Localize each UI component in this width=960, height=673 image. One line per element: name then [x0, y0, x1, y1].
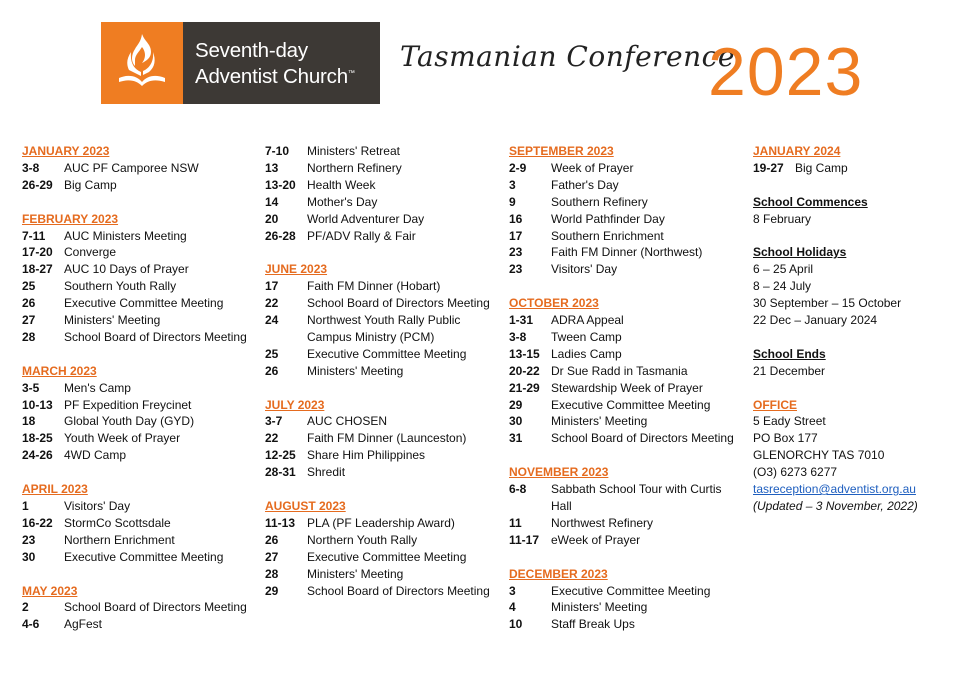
event-row: [22, 329, 252, 346]
event-date: 12-25: [265, 448, 296, 463]
info-line: 8 – 24 July: [753, 279, 812, 294]
event-name: Executive Committee Meeting: [551, 583, 711, 598]
event-date: 22: [265, 296, 279, 311]
event-row: [22, 278, 252, 295]
event-date: 18: [22, 414, 36, 429]
event-row: [265, 413, 505, 430]
event-date: 13-15: [509, 346, 540, 361]
event-date: 19-27: [753, 160, 784, 175]
event-date: 10-13: [22, 397, 53, 412]
event-name: Northwest Youth Rally Public Campus Ministry (PCM): [307, 313, 461, 344]
event-name: World Adventurer Day: [307, 211, 425, 226]
event-row: [265, 566, 505, 583]
section-may-2023: [22, 583, 252, 634]
event-date: 31: [509, 431, 523, 446]
event-row: [265, 177, 505, 194]
event-date: 30: [509, 414, 523, 429]
event-name: School Board of Directors Meeting: [64, 329, 247, 344]
month-title: OCTOBER 2023: [509, 296, 599, 311]
event-row: [22, 599, 252, 616]
event-name: AUC PF Camporee NSW: [64, 160, 199, 175]
event-date: 28: [22, 329, 36, 344]
event-date: 24-26: [22, 448, 53, 463]
event-date: 6-8: [509, 482, 527, 497]
info-line: 8 February: [753, 211, 812, 226]
event-date: 23: [22, 532, 36, 547]
event-name: Southern Refinery: [551, 194, 648, 209]
updated-note: (Updated – 3 November, 2022): [753, 498, 918, 513]
event-date: 26: [265, 363, 279, 378]
event-row: [22, 397, 252, 414]
event-row: [509, 380, 744, 397]
event-name: Executive Committee Meeting: [307, 346, 467, 361]
event-name: Northern Refinery: [307, 160, 402, 175]
conference-title: Tasmanian Conference: [400, 40, 735, 73]
event-row: [22, 295, 252, 312]
office-line: GLENORCHY TAS 7010: [753, 448, 885, 463]
event-row: [509, 261, 744, 278]
month-title: SEPTEMBER 2023: [509, 144, 614, 158]
event-name: AUC 10 Days of Prayer: [64, 262, 189, 277]
event-date: 28: [265, 566, 279, 581]
section-continued: [265, 143, 505, 244]
event-row: [22, 380, 252, 397]
event-name: Big Camp: [64, 177, 117, 192]
event-name: Shredit: [307, 465, 346, 480]
event-name: Youth Week of Prayer: [64, 431, 181, 446]
event-name: Ministers' Retreat: [307, 144, 400, 158]
event-date: 17: [265, 279, 279, 294]
event-name: ADRA Appeal: [551, 313, 624, 328]
event-row: [22, 532, 252, 549]
event-date: 20: [265, 211, 279, 226]
section-september-2023: [509, 143, 744, 278]
event-date: 1-31: [509, 313, 534, 328]
office-line: PO Box 177: [753, 431, 818, 446]
event-name: Staff Break Ups: [551, 617, 635, 632]
event-date: 17: [509, 228, 523, 243]
month-title: FEBRUARY 2023: [22, 211, 119, 226]
section-office: [753, 397, 953, 515]
section-june-2023: [265, 261, 505, 379]
event-date: 9: [509, 194, 516, 209]
section-january-2023: [22, 143, 252, 194]
event-date: 3-8: [509, 329, 527, 344]
event-date: 18-25: [22, 431, 53, 446]
month-title: APRIL 2023: [22, 482, 88, 497]
office-line: 5 Eady Street: [753, 414, 826, 429]
section-october-2023: [509, 295, 744, 447]
column-4: [753, 143, 953, 532]
event-name: PF Expedition Freycinet: [64, 397, 192, 412]
section-november-2023: [509, 464, 744, 549]
event-name: PLA (PF Leadership Award): [307, 515, 455, 530]
event-date: 4: [509, 600, 516, 615]
event-date: 11-13: [265, 515, 296, 530]
event-row: [22, 616, 252, 633]
event-date: 2-9: [509, 160, 527, 175]
info-line: 22 Dec – January 2024: [753, 313, 878, 328]
sda-flame-icon: [101, 22, 183, 104]
event-name: Southern Enrichment: [551, 228, 664, 243]
event-date: 3: [509, 177, 516, 192]
logo-line-1: Seventh-day: [195, 38, 308, 62]
info-title: School Commences: [753, 194, 868, 209]
event-row: [265, 228, 505, 245]
event-name: Faith FM Dinner (Launceston): [307, 431, 467, 446]
event-row: [265, 160, 505, 177]
event-name: AUC Ministers Meeting: [64, 228, 187, 243]
event-row: [509, 177, 744, 194]
event-row: [22, 228, 252, 245]
section-february-2023: [22, 211, 252, 346]
event-row: [509, 228, 744, 245]
event-name: Global Youth Day (GYD): [64, 414, 195, 429]
event-row: [509, 211, 744, 228]
event-row: [22, 447, 252, 464]
event-row: [509, 515, 744, 532]
event-date: 16-22: [22, 515, 53, 530]
event-row: [265, 532, 505, 549]
event-name: Ministers' Meeting: [307, 566, 404, 581]
event-row: [265, 295, 505, 312]
info-line: 30 September – 15 October: [753, 296, 902, 311]
event-name: Executive Committee Meeting: [551, 397, 711, 412]
event-name: Visitors' Day: [551, 262, 618, 277]
event-name: Executive Committee Meeting: [64, 549, 224, 564]
event-date: 3-5: [22, 380, 40, 395]
office-line: (O3) 6273 6277: [753, 465, 838, 480]
event-name: AgFest: [64, 617, 103, 632]
event-row: [22, 261, 252, 278]
event-date: 3-7: [265, 414, 283, 429]
event-row: [265, 194, 505, 211]
event-date: 23: [509, 262, 523, 277]
month-title: MAY 2023: [22, 583, 78, 598]
event-row: [509, 397, 744, 414]
month-title: JULY 2023: [265, 397, 325, 412]
event-name: Dr Sue Radd in Tasmania: [551, 363, 688, 378]
logo-line-2: Adventist Church™: [195, 64, 355, 88]
section-march-2023: [22, 363, 252, 464]
event-name: AUC CHOSEN: [307, 414, 388, 429]
section-school-commences: [753, 194, 953, 228]
event-row: [22, 177, 252, 194]
event-date: 21-29: [509, 380, 540, 395]
event-row: [22, 515, 252, 532]
event-date: 2: [22, 600, 29, 615]
event-name: School Board of Directors Meeting: [307, 296, 490, 311]
event-date: 24: [265, 313, 279, 328]
sda-logo: [101, 22, 380, 104]
event-name: School Board of Directors Meeting: [64, 600, 247, 615]
event-row: [265, 211, 505, 228]
event-date: 25: [22, 279, 36, 294]
event-date: 14: [265, 194, 279, 209]
event-name: Faith FM Dinner (Hobart): [307, 279, 441, 294]
event-row: [265, 363, 505, 380]
month-title: NOVEMBER 2023: [509, 465, 609, 480]
section-school-holidays: [753, 244, 953, 329]
event-row: [509, 413, 744, 430]
event-date: 17-20: [22, 245, 53, 260]
event-name: Ladies Camp: [551, 346, 622, 361]
event-row: [509, 160, 744, 177]
month-title: DECEMBER 2023: [509, 566, 608, 581]
event-row: [265, 464, 505, 481]
event-name: School Board of Directors Meeting: [551, 431, 734, 446]
event-date: 26: [22, 296, 36, 311]
event-name: PF/ADV Rally & Fair: [307, 228, 416, 243]
event-row: [265, 583, 505, 600]
calendar-year: 2023: [708, 34, 864, 110]
event-row: [509, 430, 744, 447]
info-title: School Ends: [753, 346, 826, 361]
event-date: 26-28: [265, 228, 296, 243]
event-row: [265, 515, 505, 532]
event-name: Converge: [64, 245, 117, 260]
event-name: Father's Day: [551, 177, 619, 192]
event-name: eWeek of Prayer: [551, 532, 641, 547]
event-name: Visitors' Day: [64, 498, 131, 513]
event-row: [265, 312, 505, 346]
event-date: 26: [265, 532, 279, 547]
event-name: Tween Camp: [551, 329, 622, 344]
event-name: Faith FM Dinner (Northwest): [551, 245, 703, 260]
event-row: [22, 430, 252, 447]
event-date: 4-6: [22, 617, 40, 632]
event-row: [509, 481, 744, 515]
event-name: Big Camp: [795, 160, 848, 175]
event-name: StormCo Scottsdale: [64, 515, 171, 530]
event-row: [265, 278, 505, 295]
office-title: OFFICE: [753, 397, 797, 412]
event-date: 27: [265, 549, 279, 564]
section-january-2024: [753, 143, 953, 177]
event-row: [509, 616, 744, 633]
email-link[interactable]: tasreception@adventist.org.au: [753, 482, 916, 497]
event-name: Ministers' Meeting: [551, 600, 648, 615]
event-name: Executive Committee Meeting: [307, 549, 467, 564]
event-name: Northern Enrichment: [64, 532, 175, 547]
event-row: [509, 329, 744, 346]
event-row: [265, 143, 505, 160]
event-date: 10: [509, 617, 523, 632]
event-name: Northern Youth Rally: [307, 532, 418, 547]
event-row: [509, 599, 744, 616]
section-april-2023: [22, 481, 252, 566]
event-date: 11-17: [509, 532, 540, 547]
event-date: 7-10: [265, 144, 290, 158]
event-row: [753, 160, 953, 177]
month-title: MARCH 2023: [22, 363, 97, 378]
event-date: 27: [22, 313, 36, 328]
event-row: [22, 498, 252, 515]
event-date: 18-27: [22, 262, 53, 277]
month-title: JUNE 2023: [265, 262, 328, 277]
event-name: Executive Committee Meeting: [64, 296, 224, 311]
event-date: 26-29: [22, 177, 53, 192]
info-line: 6 – 25 April: [753, 262, 814, 277]
event-row: [22, 312, 252, 329]
event-date: 3-8: [22, 160, 40, 175]
event-row: [509, 532, 744, 549]
event-name: Sabbath School Tour with Curtis Hall: [551, 482, 722, 513]
event-date: 22: [265, 431, 279, 446]
event-date: 29: [265, 583, 279, 598]
event-date: 28-31: [265, 465, 296, 480]
event-row: [509, 194, 744, 211]
event-name: Southern Youth Rally: [64, 279, 177, 294]
event-date: 20-22: [509, 363, 540, 378]
column-3: [509, 143, 744, 650]
event-name: Ministers' Meeting: [551, 414, 648, 429]
event-date: 16: [509, 211, 523, 226]
event-row: [509, 363, 744, 380]
event-name: Men's Camp: [64, 380, 131, 395]
section-school-ends: [753, 346, 953, 380]
event-row: [509, 312, 744, 329]
event-date: 25: [265, 346, 279, 361]
section-july-2023: [265, 397, 505, 482]
section-december-2023: [509, 566, 744, 634]
event-date: 7-11: [22, 228, 46, 243]
event-date: 13-20: [265, 177, 296, 192]
event-row: [22, 244, 252, 261]
month-title: AUGUST 2023: [265, 498, 346, 513]
event-name: Week of Prayer: [551, 160, 634, 175]
event-name: Ministers' Meeting: [64, 313, 161, 328]
event-name: Stewardship Week of Prayer: [551, 380, 703, 395]
event-name: School Board of Directors Meeting: [307, 583, 490, 598]
event-date: 13: [265, 160, 279, 175]
column-2: [265, 143, 505, 616]
event-name: Share Him Philippines: [307, 448, 426, 463]
event-date: 30: [22, 549, 36, 564]
event-name: World Pathfinder Day: [551, 211, 665, 226]
event-row: [265, 430, 505, 447]
info-title: School Holidays: [753, 245, 847, 260]
event-date: 1: [22, 498, 29, 513]
event-name: 4WD Camp: [64, 448, 127, 463]
event-row: [22, 413, 252, 430]
event-name: Northwest Refinery: [551, 515, 654, 530]
event-row: [265, 346, 505, 363]
event-row: [509, 583, 744, 600]
month-title: JANUARY 2024: [753, 144, 841, 158]
event-date: 29: [509, 397, 523, 412]
event-name: Health Week: [307, 177, 376, 192]
logo-wordmark: [183, 22, 380, 104]
event-row: [265, 549, 505, 566]
info-line: 21 December: [753, 363, 826, 378]
event-name: Mother's Day: [307, 194, 378, 209]
event-row: [265, 447, 505, 464]
month-title: JANUARY 2023: [22, 144, 110, 158]
column-1: [22, 143, 252, 650]
event-name: Ministers' Meeting: [307, 363, 404, 378]
event-row: [509, 244, 744, 261]
event-date: 23: [509, 245, 523, 260]
event-date: 11: [509, 515, 522, 530]
event-row: [22, 549, 252, 566]
event-row: [22, 160, 252, 177]
event-date: 3: [509, 583, 516, 598]
event-row: [509, 346, 744, 363]
section-august-2023: [265, 498, 505, 599]
